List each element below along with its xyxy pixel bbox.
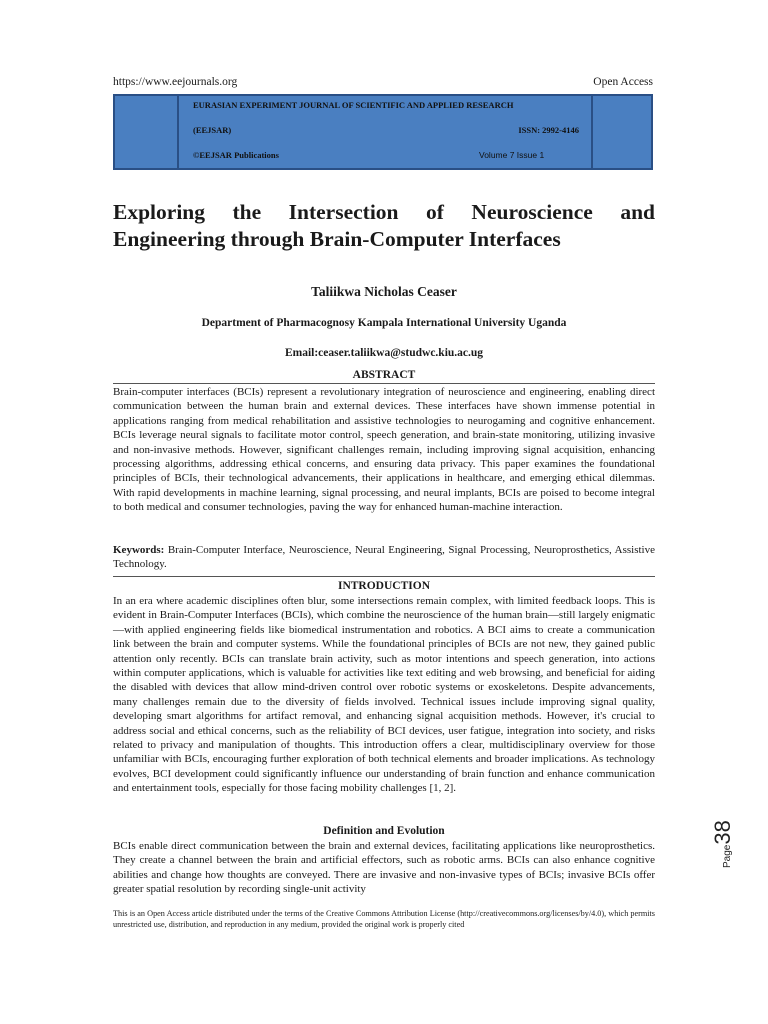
author-email[interactable]: Email:ceaser.taliikwa@studwc.kiu.ac.ug xyxy=(284,347,484,359)
page-digits: 38 xyxy=(710,820,735,845)
journal-name: EURASIAN EXPERIMENT JOURNAL OF SCIENTIFIC AND APPLIED RESEARCH xyxy=(193,100,514,110)
journal-banner xyxy=(113,94,653,170)
volume-issue: Volume 7 Issue 1 xyxy=(479,150,545,160)
banner-center-panel xyxy=(177,94,593,170)
page-number xyxy=(710,820,736,868)
author-name: Taliikwa Nicholas Ceaser xyxy=(311,284,457,299)
abstract-top-rule xyxy=(113,383,655,384)
journal-abbrev: (EEJSAR) xyxy=(193,125,232,135)
abstract-text: Brain-computer interfaces (BCIs) represent a revolutionary integration of neuroscience and engineering, enabling direct communication between the human brain and external devices. These interfaces have shown immense potential in applications ranging from medical rehabilitation and assistive technologies to neurogaming and cognitive enhancement. BCIs leverage neural signals to facilitate motor control, speech generation, and brain-state monitoring, utilizing invasive and non-invasive methods. However, significant challenges remain, including improving signal acquisition, enhancing processing algorithms, addressing ethical concerns, and ensuring data privacy. This paper examines the foundational principles of BCIs, their technological advancements, their applications in healthcare, and emerging ethical dilemmas. With rapid developments in machine learning, signal processing, and neural implants, BCIs are poised to become integral to both medical and consumer technologies, paving the way for enhanced human-machine interaction. xyxy=(113,386,655,514)
keywords-list: Brain-Computer Interface, Neuroscience, Neural Engineering, Signal Processing, Neuroprosthetics, Assistive Technology. xyxy=(113,544,655,571)
abstract-heading: ABSTRACT xyxy=(352,369,416,381)
keywords xyxy=(113,543,655,572)
open-access-label: Open Access xyxy=(593,76,653,88)
journal-issn: ISSN: 2992-4146 xyxy=(518,125,579,135)
keywords-label: Keywords: xyxy=(113,544,165,556)
license-footer: This is an Open Access article distributed under the terms of the Creative Commons Attribution License (http://creativecommons.org/licenses/by/4.0), which permits unrestricted use, distribution, and reproduction in any medium, provided the original work is properly cited xyxy=(113,909,655,929)
definition-heading: Definition and Evolution xyxy=(323,825,445,837)
introduction-heading: INTRODUCTION xyxy=(337,580,430,592)
abstract-bottom-rule xyxy=(113,576,655,577)
publisher-label: ©EEJSAR Publications xyxy=(193,150,279,160)
journal-url[interactable]: https://www.eejournals.org xyxy=(113,76,238,88)
definition-text: BCIs enable direct communication between the brain and external devices, facilitating applications like neuroprosthetics. They create a channel between the brain and artificial effectors, such as robotic arms. BCIs can also enhance cognitive abilities and change how thoughts are conveyed. There are invasive and non-invasive types of BCIs; invasive BCIs offer greater spatial resolution by recording single-unit activity xyxy=(113,840,655,896)
page-word: Page xyxy=(722,844,733,868)
author-affiliation: Department of Pharmacognosy Kampala International University Uganda xyxy=(201,317,567,329)
introduction-text: In an era where academic disciplines often blur, some intersections remain complex, with limited feedback loops. This is evident in Brain-Computer Interfaces (BCIs), which combine the neuroscience of the human brain—still largely enigmatic—with applied engineering fields like biomedical instrumentation and robotics. A BCI aims to create a communication link between the brain and computer systems. While the foundational principles of BCIs are not new, they gained public attention only recently. BCIs can translate brain activity, such as motor intentions and speech generation, into actions within computer applications, which is valuable for activities like text editing and web browsing, and beneficial for aiding the disabled with devices that allow mind-driven control over robotic systems or exoskeletons. Despite advancements, many challenges remain due to the diversity of fields involved. Technical issues include improving signal quality, developing smart algorithms for artifact removal, and enhancing signal acquisition methods. However, it's crucial to address social and ethical concerns, such as the reliability of BCI devices, user fatigue, integration into society, and risks related to privacy and manipulation of thoughts. This introduction offers a clear, multidisciplinary overview for those unfamiliar with BCIs, encouraging further exploration of both technical elements and broader implications. As technology evolves, BCI development could significantly influence our understanding of brain function and enhance communication and entertainment tools, especially for those facing mobility challenges [1, 2]. xyxy=(113,595,655,795)
article-title: Exploring the Intersection of Neuroscience and Engineering through Brain-Computer Interfaces xyxy=(113,200,655,251)
